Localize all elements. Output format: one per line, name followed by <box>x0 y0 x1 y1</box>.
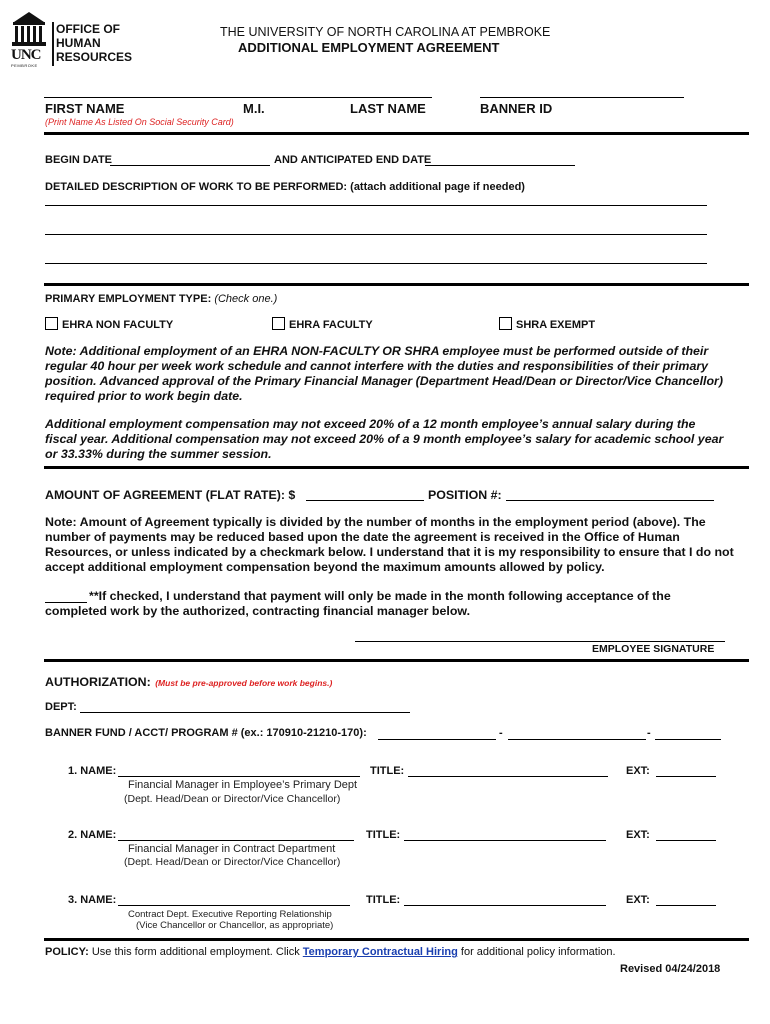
option-label: EHRA NON FACULTY <box>62 319 174 331</box>
checkbox-icon[interactable] <box>499 317 512 330</box>
policy-text-before: Use this form additional employment. Click <box>91 946 300 958</box>
approver-ext-label: EXT: <box>626 894 650 906</box>
approver-title-field[interactable] <box>404 840 606 841</box>
revised-date: Revised 04/24/2018 <box>620 963 721 975</box>
mi-label: M.I. <box>243 101 265 116</box>
approver-sub1: Contract Dept. Executive Reporting Relationship <box>128 909 332 920</box>
option-ehra-faculty[interactable] <box>272 317 373 331</box>
dept-label: DEPT: <box>45 701 77 713</box>
checkbox-icon[interactable] <box>45 317 58 330</box>
approver-ext-field[interactable] <box>656 840 716 841</box>
policy-label: POLICY: <box>45 946 89 958</box>
employment-type-label: PRIMARY EMPLOYMENT TYPE: <box>45 293 212 305</box>
name-note: (Print Name As Listed On Social Security Card) <box>45 117 234 127</box>
begin-date-label: BEGIN DATE <box>45 154 113 166</box>
employment-type-row <box>45 293 277 305</box>
position-field[interactable] <box>506 500 714 501</box>
amount-field[interactable] <box>306 500 424 501</box>
authorization-row <box>45 673 332 691</box>
approver-title-label: TITLE: <box>366 894 401 906</box>
checkbox-icon[interactable] <box>272 317 285 330</box>
approver-sub1: Financial Manager in Contract Department <box>128 843 336 855</box>
policy-row <box>45 946 616 958</box>
employee-signature-label: EMPLOYEE SIGNATURE <box>592 643 715 655</box>
last-name-label: LAST NAME <box>350 101 426 116</box>
approver-title-field[interactable] <box>408 776 608 777</box>
logo-line1: OFFICE OF <box>56 22 120 36</box>
dash-separator: - <box>647 727 651 739</box>
approver-sub2: (Dept. Head/Dean or Director/Vice Chancellor) <box>124 793 341 805</box>
approver-title-label: TITLE: <box>370 765 405 777</box>
description-line-1[interactable] <box>45 205 707 206</box>
approver-sub2: (Dept. Head/Dean or Director/Vice Chancellor) <box>124 856 341 868</box>
logo <box>10 8 140 68</box>
university-title: THE UNIVERSITY OF NORTH CAROLINA AT PEMBROKE <box>220 25 551 39</box>
approver-sub1: Financial Manager in Employee’s Primary Dept <box>128 779 358 791</box>
approver-ext-field[interactable] <box>656 776 716 777</box>
amount-label: AMOUNT OF AGREEMENT (FLAT RATE): $ <box>45 488 296 502</box>
banner-program-field[interactable] <box>655 739 721 740</box>
banner-id-label: BANNER ID <box>480 101 553 116</box>
form-title: ADDITIONAL EMPLOYMENT AGREEMENT <box>238 40 500 55</box>
authorization-note: (Must be pre-approved before work begins.) <box>155 678 333 688</box>
position-label: POSITION #: <box>428 488 502 502</box>
option-label: SHRA EXEMPT <box>516 319 596 331</box>
description-line-2[interactable] <box>45 234 707 235</box>
logo-mark: UNC <box>11 47 41 63</box>
approver-ext-field[interactable] <box>656 905 716 906</box>
approver-ext-label: EXT: <box>626 765 650 777</box>
description-label: DETAILED DESCRIPTION OF WORK TO BE PERFORMED: (attach additional page if needed) <box>45 181 525 193</box>
approver-name-field[interactable] <box>118 776 360 777</box>
approver-title-label: TITLE: <box>366 829 401 841</box>
old-main-building-icon <box>10 10 48 48</box>
logo-line3: RESOURCES <box>56 50 133 64</box>
description-line-3[interactable] <box>45 263 707 264</box>
first-name-label: FIRST NAME <box>45 101 125 116</box>
approver-name-label: 2. NAME: <box>68 829 117 841</box>
temporary-contractual-hiring-link[interactable]: Temporary Contractual Hiring <box>302 946 458 958</box>
dash-separator: - <box>499 727 503 739</box>
approver-name-field[interactable] <box>118 840 354 841</box>
banner-acct-field[interactable] <box>508 739 646 740</box>
employee-signature-field[interactable] <box>355 641 725 642</box>
policy-text-after: for additional policy information. <box>460 946 616 958</box>
option-label: EHRA FACULTY <box>289 319 373 331</box>
option-ehra-non-faculty[interactable] <box>45 317 173 331</box>
note-additional-employment: Note: Additional employment of an EHRA NON-FACULTY OR SHRA employee must be performed outside of their regular 40 hour per week work schedule and cannot interfere with the duties and responsibilities of their primary position. Advanced approval of the Primary Financial Manager (Department Head/Dean or Director/Vice Chancellor) required prior to work begin date. <box>45 344 723 403</box>
banner-fund-field[interactable] <box>378 739 496 740</box>
payment-check-note: **If checked, I understand that payment will only be made in the month following acceptance of the completed work by the authorized, contracting financial manager below. <box>45 589 671 618</box>
approver-name-label: 1. NAME: <box>68 765 117 777</box>
option-shra-exempt[interactable] <box>499 317 595 331</box>
authorization-label: AUTHORIZATION: <box>45 675 151 689</box>
employment-type-hint: (Check one.) <box>214 293 278 305</box>
logo-line2: HUMAN <box>56 36 101 50</box>
approver-name-field[interactable] <box>118 905 350 906</box>
approver-name-label: 3. NAME: <box>68 894 117 906</box>
begin-date-field[interactable] <box>110 165 270 166</box>
banner-fund-label: BANNER FUND / ACCT/ PROGRAM # (ex.: 170910-21210-170): <box>45 727 367 739</box>
end-date-field[interactable] <box>425 165 575 166</box>
approver-ext-label: EXT: <box>626 829 650 841</box>
approver-sub2: (Vice Chancellor or Chancellor, as appropriate) <box>136 920 334 931</box>
dept-field[interactable] <box>80 712 410 713</box>
end-date-label: AND ANTICIPATED END DATE <box>274 154 432 166</box>
amount-note: Note: Amount of Agreement typically is divided by the number of months in the employment period (above). The number of payments may be reduced based upon the date the agreement is received in the Office of Human Resources, or unless indicated by a checkmark below. I understand that it is my responsibility to ensure that I do not accept additional employment compensation beyond the maximum amounts allowed by policy. <box>45 515 734 574</box>
logo-mark-sub: PEMBROKE <box>11 63 38 68</box>
note-compensation: Additional employment compensation may not exceed 20% of a 12 month employee’s annual salary during the fiscal year. Additional compensation may not exceed 20% of a 9 month employee’s salary for academic school year or 33.33% during the summer session. <box>45 417 724 461</box>
approver-title-field[interactable] <box>404 905 606 906</box>
